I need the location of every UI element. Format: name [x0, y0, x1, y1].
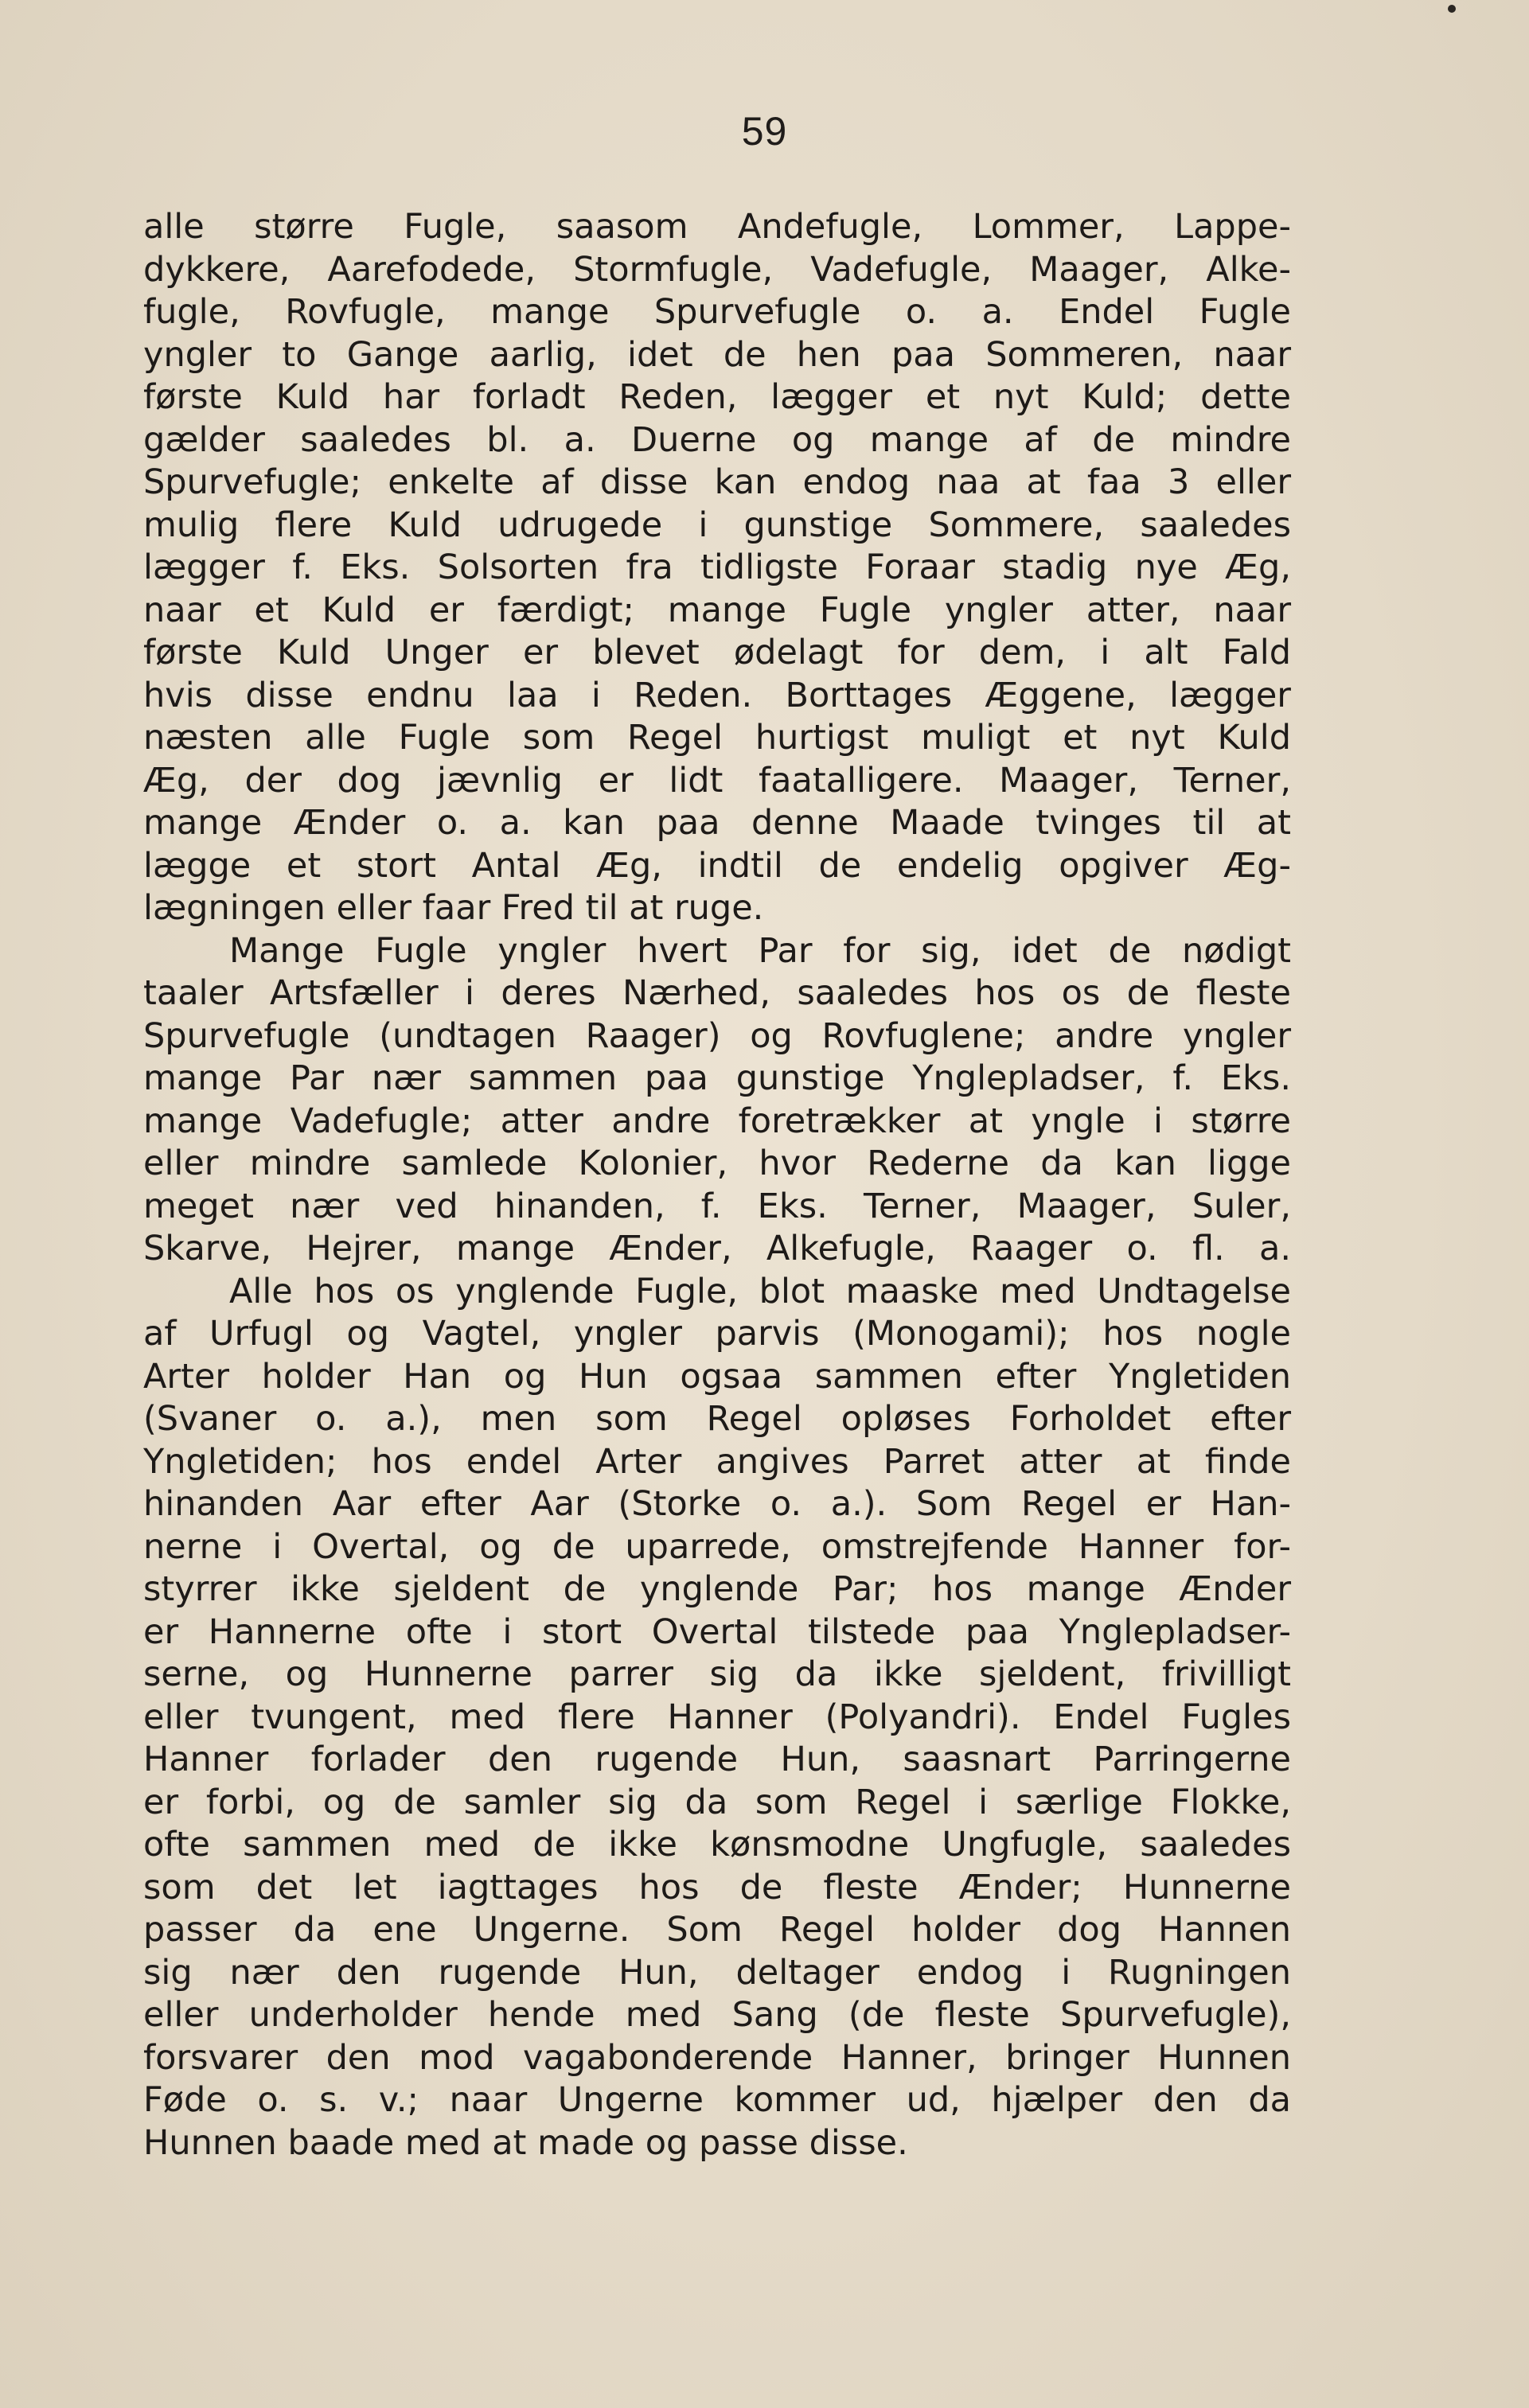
- text-line: mange Vadefugle; atter andre foretrækker at yngle i større: [143, 1101, 1291, 1141]
- text-line: eller underholder hende med Sang (de fleste Spurvefugle),: [143, 1995, 1291, 2035]
- text-line: yngler to Gange aarlig, idet de hen paa Sommeren, naar: [143, 334, 1291, 375]
- text-line: Spurvefugle; enkelte af disse kan endog naa at faa 3 eller: [143, 462, 1291, 502]
- page-number: 59: [741, 109, 788, 154]
- text-line: som det let iagttages hos de fleste Ænder; Hunnerne: [143, 1867, 1291, 1907]
- text-line: naar et Kuld er færdigt; mange Fugle yngler atter, naar: [143, 590, 1291, 630]
- text-line: taaler Artsfæller i deres Nærhed, saaledes hos os de fleste: [143, 973, 1291, 1013]
- text-line: Yngletiden; hos endel Arter angives Parret atter at finde: [143, 1441, 1291, 1482]
- text-line: Spurvefugle (undtagen Raager) og Rovfuglene; andre yngler: [143, 1015, 1291, 1056]
- text-line: mange Par nær sammen paa gunstige Ynglepladser, f. Eks.: [143, 1058, 1291, 1098]
- text-line: første Kuld Unger er blevet ødelagt for dem, i alt Fald: [143, 633, 1291, 672]
- text-line: Skarve, Hejrer, mange Ænder, Alkefugle, Raager o. fl. a.: [143, 1229, 1291, 1268]
- text-line: passer da ene Ungerne. Som Regel holder dog Hannen: [143, 1910, 1291, 1950]
- text-line: Føde o. s. v.; naar Ungerne kommer ud, hjælper den da: [143, 2080, 1291, 2120]
- text-line: Hunnen baade med at made og passe disse.: [143, 2122, 908, 2163]
- text-line: eller mindre samlede Kolonier, hvor Rederne da kan ligge: [143, 1144, 1291, 1183]
- text-line: er Hannerne ofte i stort Overtal tilstede paa Ynglepladser-: [143, 1611, 1291, 1652]
- text-line: nerne i Overtal, og de uparrede, omstrejfende Hanner for-: [143, 1526, 1291, 1567]
- text-line: sig nær den rugende Hun, deltager endog i Rugningen: [143, 1952, 1291, 1993]
- text-line: eller tvungent, med flere Hanner (Polyandri). Endel Fugles: [143, 1697, 1291, 1737]
- text-line: Æg, der dog jævnlig er lidt faatalligere. Maager, Terner,: [143, 760, 1291, 801]
- text-line: (Svaner o. a.), men som Regel opløses Forholdet efter: [143, 1399, 1291, 1439]
- text-line: lægningen eller faar Fred til at ruge.: [143, 888, 764, 928]
- text-line: Alle hos os ynglende Fugle, blot maaske med Undtagelse: [229, 1271, 1291, 1311]
- text-line: meget nær ved hinanden, f. Eks. Terner, Maager, Suler,: [143, 1186, 1291, 1226]
- text-line: er forbi, og de samler sig da som Regel i særlige Flokke,: [143, 1782, 1291, 1822]
- text-line: hinanden Aar efter Aar (Storke o. a.). Som Regel er Han-: [143, 1484, 1291, 1524]
- text-line: mulig flere Kuld udrugede i gunstige Sommere, saaledes: [143, 505, 1291, 545]
- body-text: [143, 206, 1291, 2164]
- ink-speck: [1448, 5, 1456, 13]
- text-line: hvis disse endnu laa i Reden. Borttages Æggene, lægger: [143, 675, 1291, 715]
- text-line: af Urfugl og Vagtel, yngler parvis (Monogami); hos nogle: [143, 1314, 1291, 1354]
- text-line: Hanner forlader den rugende Hun, saasnart Parringerne: [143, 1740, 1291, 1779]
- text-line: Arter holder Han og Hun ogsaa sammen efter Yngletiden: [143, 1356, 1291, 1397]
- text-line: fugle, Rovfugle, mange Spurvefugle o. a. Endel Fugle: [143, 292, 1291, 332]
- text-line: lægge et stort Antal Æg, indtil de endelig opgiver Æg-: [143, 845, 1291, 886]
- text-line: Mange Fugle yngler hvert Par for sig, idet de nødigt: [229, 930, 1291, 971]
- text-line: serne, og Hunnerne parrer sig da ikke sjeldent, frivilligt: [143, 1654, 1291, 1694]
- text-line: alle større Fugle, saasom Andefugle, Lommer, Lappe-: [143, 207, 1291, 247]
- text-line: gælder saaledes bl. a. Duerne og mange af de mindre: [143, 419, 1291, 460]
- text-line: næsten alle Fugle som Regel hurtigst muligt et nyt Kuld: [143, 718, 1291, 758]
- text-line: mange Ænder o. a. kan paa denne Maade tvinges til at: [143, 803, 1291, 843]
- text-line: forsvarer den mod vagabonderende Hanner, bringer Hunnen: [143, 2037, 1291, 2078]
- text-line: ofte sammen med de ikke kønsmodne Ungfugle, saaledes: [143, 1825, 1291, 1864]
- text-line: første Kuld har forladt Reden, lægger et nyt Kuld; dette: [143, 377, 1291, 417]
- text-line: styrrer ikke sjeldent de ynglende Par; hos mange Ænder: [143, 1569, 1291, 1609]
- text-line: dykkere, Aarefodede, Stormfugle, Vadefugle, Maager, Alke-: [143, 249, 1291, 290]
- text-line: lægger f. Eks. Solsorten fra tidligste Foraar stadig nye Æg,: [143, 547, 1291, 587]
